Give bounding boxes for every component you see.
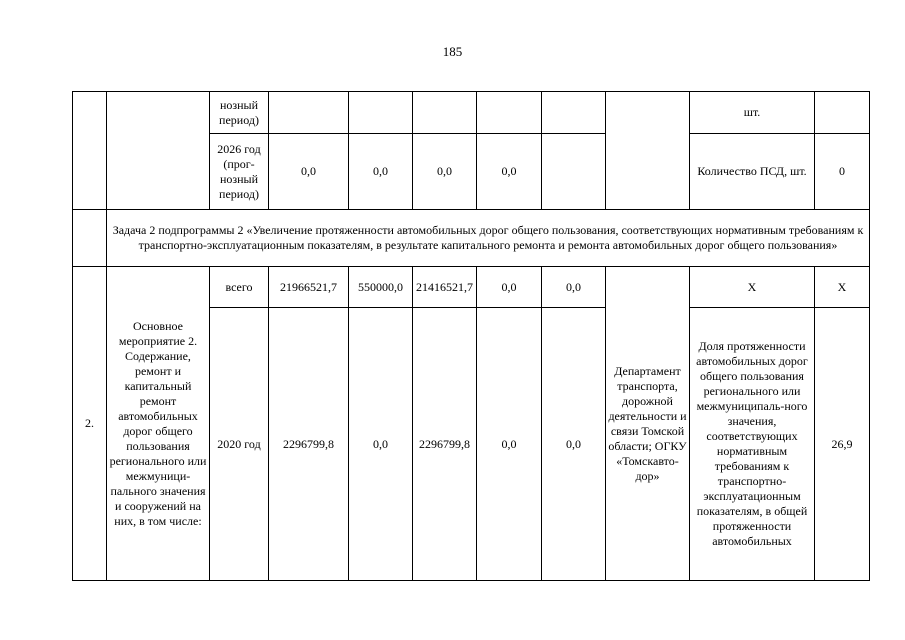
program-table bbox=[72, 91, 870, 581]
value-cell: 2296799,8 bbox=[413, 308, 477, 581]
value-cell: 2296799,8 bbox=[269, 308, 349, 581]
value-cell bbox=[349, 92, 413, 134]
number-cell bbox=[73, 92, 107, 210]
value-cell bbox=[542, 134, 606, 210]
value-cell: 0,0 bbox=[542, 267, 606, 308]
value-cell: 550000,0 bbox=[349, 267, 413, 308]
period-cell: всего bbox=[210, 267, 269, 308]
measure-name-cell bbox=[107, 92, 210, 210]
executor-cell bbox=[606, 92, 690, 210]
period-cell: нозный период) bbox=[210, 92, 269, 134]
period-cell: 2020 год bbox=[210, 308, 269, 581]
value-cell: 0,0 bbox=[349, 308, 413, 581]
table-row bbox=[73, 92, 870, 134]
measure-number: 2. bbox=[73, 267, 107, 581]
value-cell: 0,0 bbox=[477, 134, 542, 210]
measure-name: Основное мероприятие 2. Содержание, ремонт и капитальный ремонт автомобильных дорог общего пользования регионального или межмуници-пального значения и сооружений на них, в том числе: bbox=[107, 267, 210, 581]
indicator-cell: шт. bbox=[690, 92, 815, 134]
value-cell bbox=[269, 92, 349, 134]
value-cell: 0,0 bbox=[477, 308, 542, 581]
indicator-cell: Количество ПСД, шт. bbox=[690, 134, 815, 210]
indicator-value-cell: Х bbox=[815, 267, 870, 308]
value-cell: 0,0 bbox=[413, 134, 477, 210]
executor: Департамент транспорта, дорожной деятельности и связи Томской области; ОГКУ «Томскавто-дор» bbox=[606, 267, 690, 581]
value-cell bbox=[413, 92, 477, 134]
value-cell bbox=[542, 92, 606, 134]
page-number: 185 bbox=[442, 44, 463, 59]
value-cell: 21416521,7 bbox=[413, 267, 477, 308]
value-cell: 0,0 bbox=[542, 308, 606, 581]
value-cell bbox=[477, 92, 542, 134]
value-cell: 0,0 bbox=[477, 267, 542, 308]
period-cell: 2026 год (прог-нозный период) bbox=[210, 134, 269, 210]
indicator-value-cell bbox=[815, 92, 870, 134]
value-cell: 0,0 bbox=[349, 134, 413, 210]
task-row bbox=[73, 210, 870, 267]
value-cell: 21966521,7 bbox=[269, 267, 349, 308]
table-row bbox=[73, 267, 870, 308]
indicator-cell: Доля протяженности автомобильных дорог общего пользования регионального или межмуниципаль-ного значения, соответствующих нормативным требованиям к транспортно-эксплуатационным показателям, в общей протяженности автомобильных bbox=[690, 308, 815, 581]
indicator-cell: Х bbox=[690, 267, 815, 308]
indicator-value-cell: 26,9 bbox=[815, 308, 870, 581]
value-cell: 0,0 bbox=[269, 134, 349, 210]
task-number-cell bbox=[73, 210, 107, 267]
indicator-value-cell: 0 bbox=[815, 134, 870, 210]
task-text: Задача 2 подпрограммы 2 «Увеличение протяженности автомобильных дорог общего пользования, соответствующих нормативным требованиям к транспортно-эксплуатационным показателям, в результате капитального ремонта и ремонта автомобильных дорог общего пользования» bbox=[107, 210, 870, 267]
